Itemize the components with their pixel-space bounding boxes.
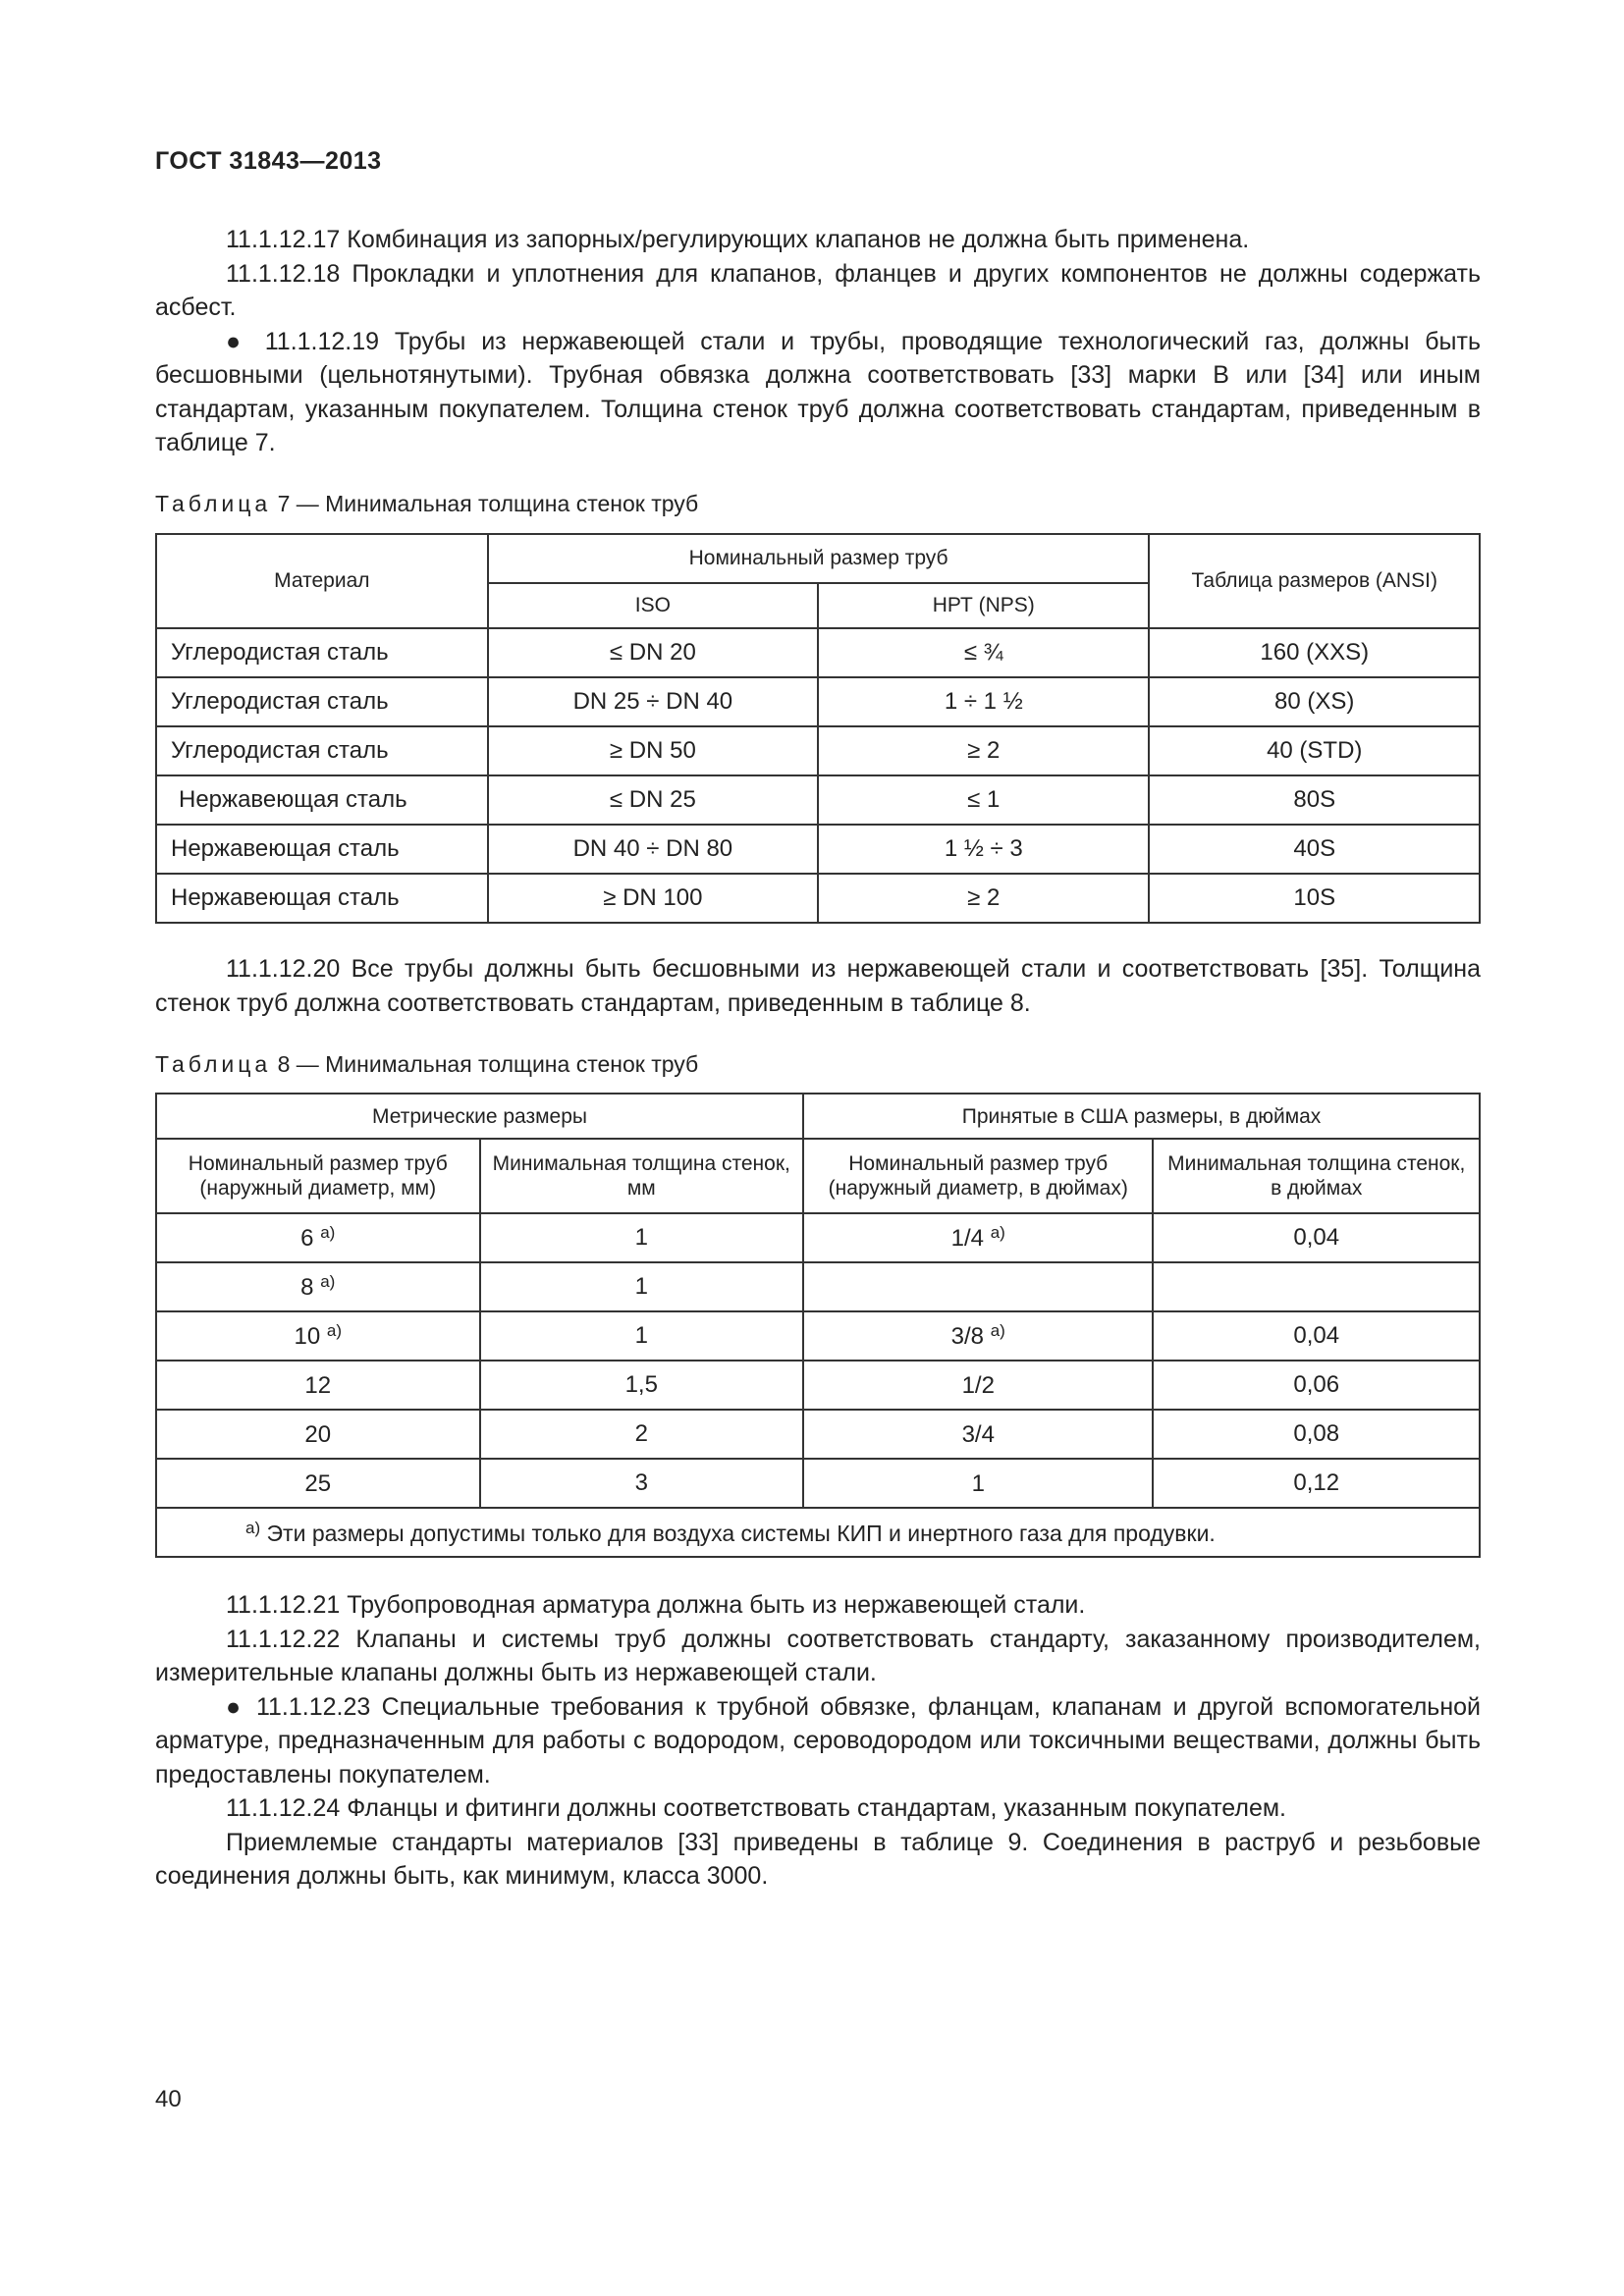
cell-inch <box>803 1410 1153 1459</box>
cell-iso: DN 40 ÷ DN 80 <box>488 825 818 874</box>
paragraph-materials-standards: Приемлемые стандарты материалов [33] приведены в таблице 9. Соединения в раструб и резьбовые соединения должны быть, как минимум, класса 3000. <box>155 1828 1481 1890</box>
table7-header-ansi: Таблица размеров (ANSI) <box>1149 534 1480 628</box>
cell-mm <box>156 1262 480 1311</box>
cell-mm-value: 10 <box>294 1323 321 1350</box>
table-row <box>156 1361 1480 1410</box>
cell-mm <box>156 1410 480 1459</box>
cell-wall-in <box>1153 1262 1480 1311</box>
paragraph-11-1-12-21: 11.1.12.21 Трубопроводная арматура должна быть из нержавеющей стали. <box>226 1591 1086 1619</box>
table-row <box>156 726 1480 775</box>
footnote-mark: а) <box>245 1518 261 1537</box>
cell-inch <box>803 1262 1153 1311</box>
cell-material: Углеродистая сталь <box>156 628 488 677</box>
cell-npt: ≤ ¾ <box>818 628 1149 677</box>
cell-npt: ≤ 1 <box>818 775 1149 825</box>
cell-inch <box>803 1311 1153 1361</box>
table8-header-metric-wall: Минимальная толщина стенок, мм <box>480 1139 804 1213</box>
table8-header-metric-nominal: Номинальный размер труб (наружный диаметр, мм) <box>156 1139 480 1213</box>
table-row <box>156 1311 1480 1361</box>
cell-wall-mm: 1 <box>480 1311 804 1361</box>
cell-wall-in: 0,04 <box>1153 1213 1480 1262</box>
cell-ansi: 80S <box>1149 775 1480 825</box>
table-row <box>156 628 1480 677</box>
table-row <box>156 775 1480 825</box>
outro-paragraphs <box>155 1588 1481 1894</box>
cell-npt: ≥ 2 <box>818 726 1149 775</box>
table-row <box>156 677 1480 726</box>
cell-iso: ≤ DN 20 <box>488 628 818 677</box>
table-row <box>156 1410 1480 1459</box>
paragraph-11-1-12-22: 11.1.12.22 Клапаны и системы труб должны соответствовать стандарту, заказанному производителем, измерительные клапаны должны быть из нержавеющей стали. <box>155 1625 1481 1686</box>
cell-ansi: 80 (XS) <box>1149 677 1480 726</box>
cell-npt: 1 ÷ 1 ½ <box>818 677 1149 726</box>
cell-mm-value: 12 <box>304 1372 332 1399</box>
cell-wall-mm: 3 <box>480 1459 804 1508</box>
cell-mm <box>156 1213 480 1262</box>
cell-material: Углеродистая сталь <box>156 677 488 726</box>
cell-mm <box>156 1311 480 1361</box>
cell-mm-value: 25 <box>304 1470 332 1497</box>
middle-paragraphs <box>155 952 1481 1020</box>
cell-material: Нержавеющая сталь <box>156 825 488 874</box>
cell-ansi: 40S <box>1149 825 1480 874</box>
paragraph-11-1-12-20: 11.1.12.20 Все трубы должны быть бесшовными из нержавеющей стали и соответствовать [35]. Толщина стенок труб должна соответствовать стандартам, приведенным в таблице 8. <box>155 955 1481 1017</box>
table-row <box>156 1262 1480 1311</box>
cell-wall-mm: 1 <box>480 1213 804 1262</box>
cell-mm-value: 6 <box>300 1225 314 1252</box>
table8-footnote <box>156 1508 1480 1557</box>
cell-wall-in: 0,04 <box>1153 1311 1480 1361</box>
cell-mm-value: 8 <box>300 1274 314 1301</box>
table8-header-us-nominal: Номинальный размер труб (наружный диаметр, в дюймах) <box>803 1139 1153 1213</box>
table7-header-nominal: Номинальный размер труб <box>488 534 1150 583</box>
cell-iso: ≥ DN 50 <box>488 726 818 775</box>
table-row <box>156 825 1480 874</box>
table7-caption <box>155 491 698 517</box>
table7-header-iso: ISO <box>488 583 818 628</box>
cell-iso: DN 25 ÷ DN 40 <box>488 677 818 726</box>
table8 <box>155 1093 1481 1558</box>
cell-material: Нержавеющая сталь <box>156 775 488 825</box>
table8-caption-title: 8 — Минимальная толщина стенок труб <box>271 1051 699 1077</box>
cell-mm-value: 20 <box>304 1421 332 1448</box>
cell-ansi: 160 (XXS) <box>1149 628 1480 677</box>
cell-wall-in: 0,12 <box>1153 1459 1480 1508</box>
cell-wall-mm: 2 <box>480 1410 804 1459</box>
table-row <box>156 1213 1480 1262</box>
footnote-ref: а) <box>326 1321 342 1340</box>
cell-inch <box>803 1459 1153 1508</box>
cell-inch <box>803 1361 1153 1410</box>
footnote-ref: а) <box>990 1321 1005 1340</box>
cell-inch <box>803 1213 1153 1262</box>
cell-mm <box>156 1459 480 1508</box>
footnote-ref: а) <box>320 1272 336 1291</box>
table8-header-metric: Метрические размеры <box>156 1094 803 1139</box>
cell-wall-in: 0,08 <box>1153 1410 1480 1459</box>
table8-header-us: Принятые в США размеры, в дюймах <box>803 1094 1480 1139</box>
cell-wall-mm: 1 <box>480 1262 804 1311</box>
table8-caption-word: Таблица <box>155 1051 272 1077</box>
table8-caption <box>155 1051 698 1078</box>
cell-mm <box>156 1361 480 1410</box>
cell-material: Нержавеющая сталь <box>156 874 488 923</box>
table7 <box>155 533 1481 924</box>
cell-inch-value: 1/4 <box>950 1225 985 1252</box>
cell-wall-mm: 1,5 <box>480 1361 804 1410</box>
cell-inch-value: 1 <box>971 1470 985 1497</box>
cell-ansi: 10S <box>1149 874 1480 923</box>
cell-iso: ≥ DN 100 <box>488 874 818 923</box>
paragraph-11-1-12-18: 11.1.12.18 Прокладки и уплотнения для клапанов, фланцев и других компонентов не должны содержать асбест. <box>155 259 1481 321</box>
cell-iso: ≤ DN 25 <box>488 775 818 825</box>
paragraph-11-1-12-23: ● 11.1.12.23 Специальные требования к трубной обвязке, фланцам, клапанам и другой вспомогательной арматуре, предназначенным для работы с водородом, сероводородом или токсичными веществами, должны быть предоставлены покупателем. <box>155 1692 1481 1789</box>
cell-inch-value: 3/4 <box>961 1421 995 1448</box>
paragraph-11-1-12-17: 11.1.12.17 Комбинация из запорных/регулирующих клапанов не должна быть применена. <box>226 226 1250 253</box>
paragraph-11-1-12-19: ● 11.1.12.19 Трубы из нержавеющей стали и трубы, проводящие технологический газ, должны быть бесшовными (цельнотянутыми). Трубная обвязка должна соответствовать [33] марки В или [34] или иным стандартам, указанным покупателем. Толщина стенок труб должна соответствовать стандартам, приведенным в таблице 7. <box>155 327 1481 456</box>
table7-header-material: Материал <box>156 534 488 628</box>
paragraph-11-1-12-24: 11.1.12.24 Фланцы и фитинги должны соответствовать стандартам, указанным покупателем. <box>226 1794 1286 1822</box>
table8-header-us-wall: Минимальная толщина стенок, в дюймах <box>1153 1139 1480 1213</box>
cell-npt: ≥ 2 <box>818 874 1149 923</box>
table7-caption-word: Таблица <box>155 491 272 516</box>
table8-footnote-row <box>156 1508 1480 1557</box>
table-row <box>156 874 1480 923</box>
page-number: 40 <box>155 2086 182 2112</box>
document-header: ГОСТ 31843—2013 <box>155 147 382 175</box>
footnote-text: Эти размеры допустимы только для воздуха системы КИП и инертного газа для продувки. <box>260 1520 1216 1546</box>
cell-ansi: 40 (STD) <box>1149 726 1480 775</box>
table7-header-npt: НРТ (NPS) <box>818 583 1149 628</box>
footnote-ref: а) <box>320 1223 336 1242</box>
cell-inch-value: 3/8 <box>950 1323 985 1350</box>
intro-paragraphs <box>155 223 1481 460</box>
cell-inch-value: 1/2 <box>961 1372 995 1399</box>
cell-material: Углеродистая сталь <box>156 726 488 775</box>
footnote-ref: а) <box>990 1223 1005 1242</box>
cell-wall-in: 0,06 <box>1153 1361 1480 1410</box>
cell-npt: 1 ½ ÷ 3 <box>818 825 1149 874</box>
table-row <box>156 1459 1480 1508</box>
table7-caption-title: 7 — Минимальная толщина стенок труб <box>271 491 699 516</box>
